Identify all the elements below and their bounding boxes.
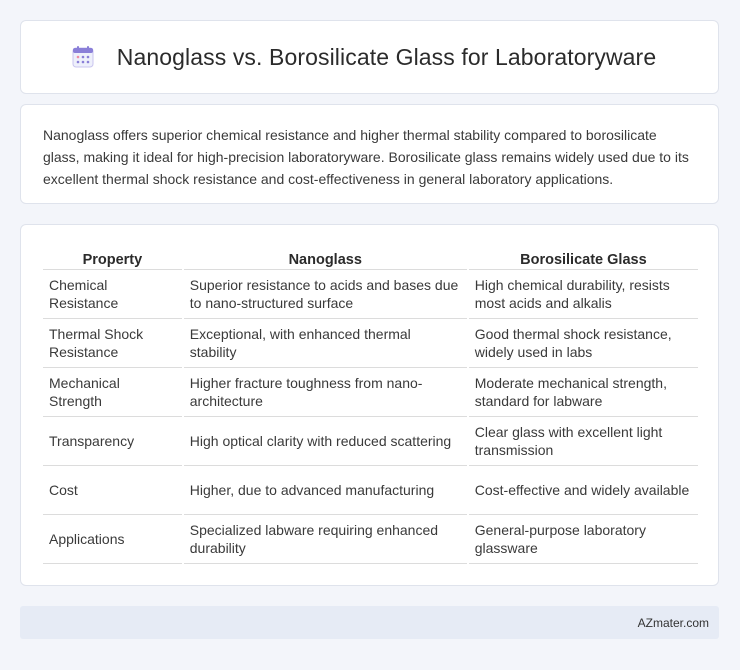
borosilicate-cell: Good thermal shock resistance, widely used in labs: [469, 319, 698, 368]
comparison-table: [41, 245, 700, 564]
nanoglass-cell: Higher, due to advanced manufacturing: [184, 466, 467, 515]
title-card: [20, 20, 719, 94]
column-header: Borosilicate Glass: [469, 245, 698, 270]
page-title: Nanoglass vs. Borosilicate Glass for Laboratoryware: [116, 43, 657, 70]
borosilicate-cell: Cost-effective and widely available: [469, 466, 698, 515]
table-header-row: [43, 245, 698, 270]
nanoglass-cell: Higher fracture toughness from nano-architecture: [184, 368, 467, 417]
table-row: [43, 466, 698, 515]
borosilicate-cell: High chemical durability, resists most acids and alkalis: [469, 270, 698, 319]
table-row: [43, 319, 698, 368]
nanoglass-cell: Exceptional, with enhanced thermal stability: [184, 319, 467, 368]
borosilicate-cell: Clear glass with excellent light transmission: [469, 417, 698, 466]
borosilicate-cell: Moderate mechanical strength, standard for labware: [469, 368, 698, 417]
table-row: [43, 515, 698, 564]
intro-card: [20, 104, 719, 204]
property-cell: Mechanical Strength: [43, 368, 182, 417]
property-cell: Thermal Shock Resistance: [43, 319, 182, 368]
table-row: [43, 417, 698, 466]
column-header: Property: [43, 245, 182, 270]
table-row: [43, 368, 698, 417]
property-cell: Applications: [43, 515, 182, 564]
comparison-card: [20, 224, 719, 586]
property-cell: Transparency: [43, 417, 182, 466]
table-row: [43, 270, 698, 319]
nanoglass-cell: High optical clarity with reduced scattering: [184, 417, 467, 466]
footer-bar: [20, 606, 719, 639]
borosilicate-cell: General-purpose laboratory glassware: [469, 515, 698, 564]
intro-paragraph: Nanoglass offers superior chemical resistance and higher thermal stability compared to borosilicate glass, making it ideal for high-precision laboratoryware. Borosilicate glass remains widely used due to its excellent thermal shock resistance and cost-effectiveness in general laboratory applications.: [43, 127, 689, 187]
property-cell: Cost: [43, 466, 182, 515]
nanoglass-cell: Specialized labware requiring enhanced durability: [184, 515, 467, 564]
property-cell: Chemical Resistance: [43, 270, 182, 319]
source-credit: AZmater.com: [637, 615, 709, 630]
nanoglass-cell: Superior resistance to acids and bases due to nano-structured surface: [184, 270, 467, 319]
column-header: Nanoglass: [184, 245, 467, 270]
calendar-icon: [71, 45, 95, 69]
